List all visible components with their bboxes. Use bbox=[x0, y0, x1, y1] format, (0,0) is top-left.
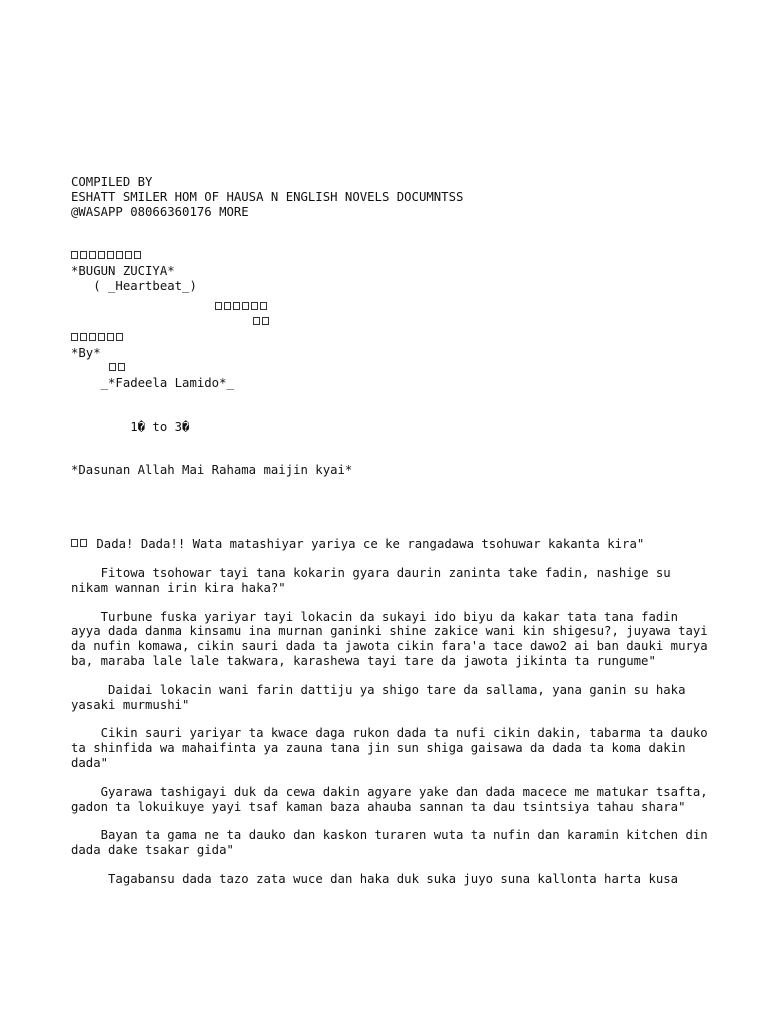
paragraph: Dada! Dada!! Wata matashiyar yariya ce ke rangadawa tsohuwar kakanta kira" bbox=[71, 537, 711, 552]
page-range: 1� to 3� bbox=[71, 419, 190, 434]
story-subtitle: ( _Heartbeat_) bbox=[71, 278, 197, 293]
paragraph: Tagabansu dada tazo zata wuce dan haka duk suka juyo suna kallonta harta kusa bbox=[71, 871, 679, 886]
paragraph: Daidai lokacin wani farin dattiju ya shigo tare da sallama, yana ganin su haka yasaki murmushi" bbox=[71, 682, 693, 712]
dedication: *Dasunan Allah Mai Rahama maijin kyai* bbox=[71, 463, 353, 478]
paragraph: Bayan ta gama ne ta dauko dan kaskon turaren wuta ta nufin dan karamin kitchen din dada dake tsakar gida" bbox=[71, 828, 716, 858]
author-name: _*Fadeela Lamido*_ bbox=[71, 375, 234, 390]
compiler-name: ESHATT SMILER HOM OF HAUSA N ENGLISH NOVELS DOCUMNTSS bbox=[71, 189, 464, 204]
contact-line: @WASAPP 08066360176 MORE bbox=[71, 204, 249, 219]
by-label: *By* bbox=[71, 346, 101, 361]
paragraph: Gyarawa tashigayi duk da cewa dakin agyare yake dan dada macece me matukar tsafta, gadon ta lokuikuye yayi tsaf kaman baza ahauba sannan ta dau tsintsiya tahau shara" bbox=[71, 784, 716, 814]
document-page bbox=[71, 175, 716, 887]
emoji-placeholder-row bbox=[71, 361, 711, 376]
paragraph: Turbune fuska yariyar tayi lokacin da sukayi ido biyu da kakar tata tana fadin ayya dada danma kinsamu ina murnan ganinki shine zakice wani kin shigesu?, juyawa tayi da nufin komawa, cikin sauri dada ta jawota cikin fara'a tace dawo2 ai ban dauki murya ba, maraba lale lale takwara, karashewa tayi tare da jawota jikinta ta rungume" bbox=[71, 609, 716, 668]
story-title: *BUGUN ZUCIYA* bbox=[71, 264, 175, 279]
emoji-placeholder-row bbox=[71, 300, 711, 315]
paragraph: Cikin sauri yariyar ta kwace daga rukon dada ta nufi cikin dakin, tabarma ta dauko ta shinfida wa mahaifinta ya zauna tana jin sun shiga gaisawa da dada ta koma dakin dada" bbox=[71, 726, 716, 770]
emoji-placeholder-row bbox=[71, 315, 711, 330]
paragraph: Fitowa tsohowar tayi tana kokarin gyara daurin zaninta take fadin, nashige su nikam wannan irin kira haka?" bbox=[71, 565, 679, 595]
emoji-placeholder-row bbox=[71, 249, 711, 264]
emoji-placeholder-row bbox=[71, 331, 711, 346]
compiled-by-label: COMPILED BY bbox=[71, 175, 153, 189]
